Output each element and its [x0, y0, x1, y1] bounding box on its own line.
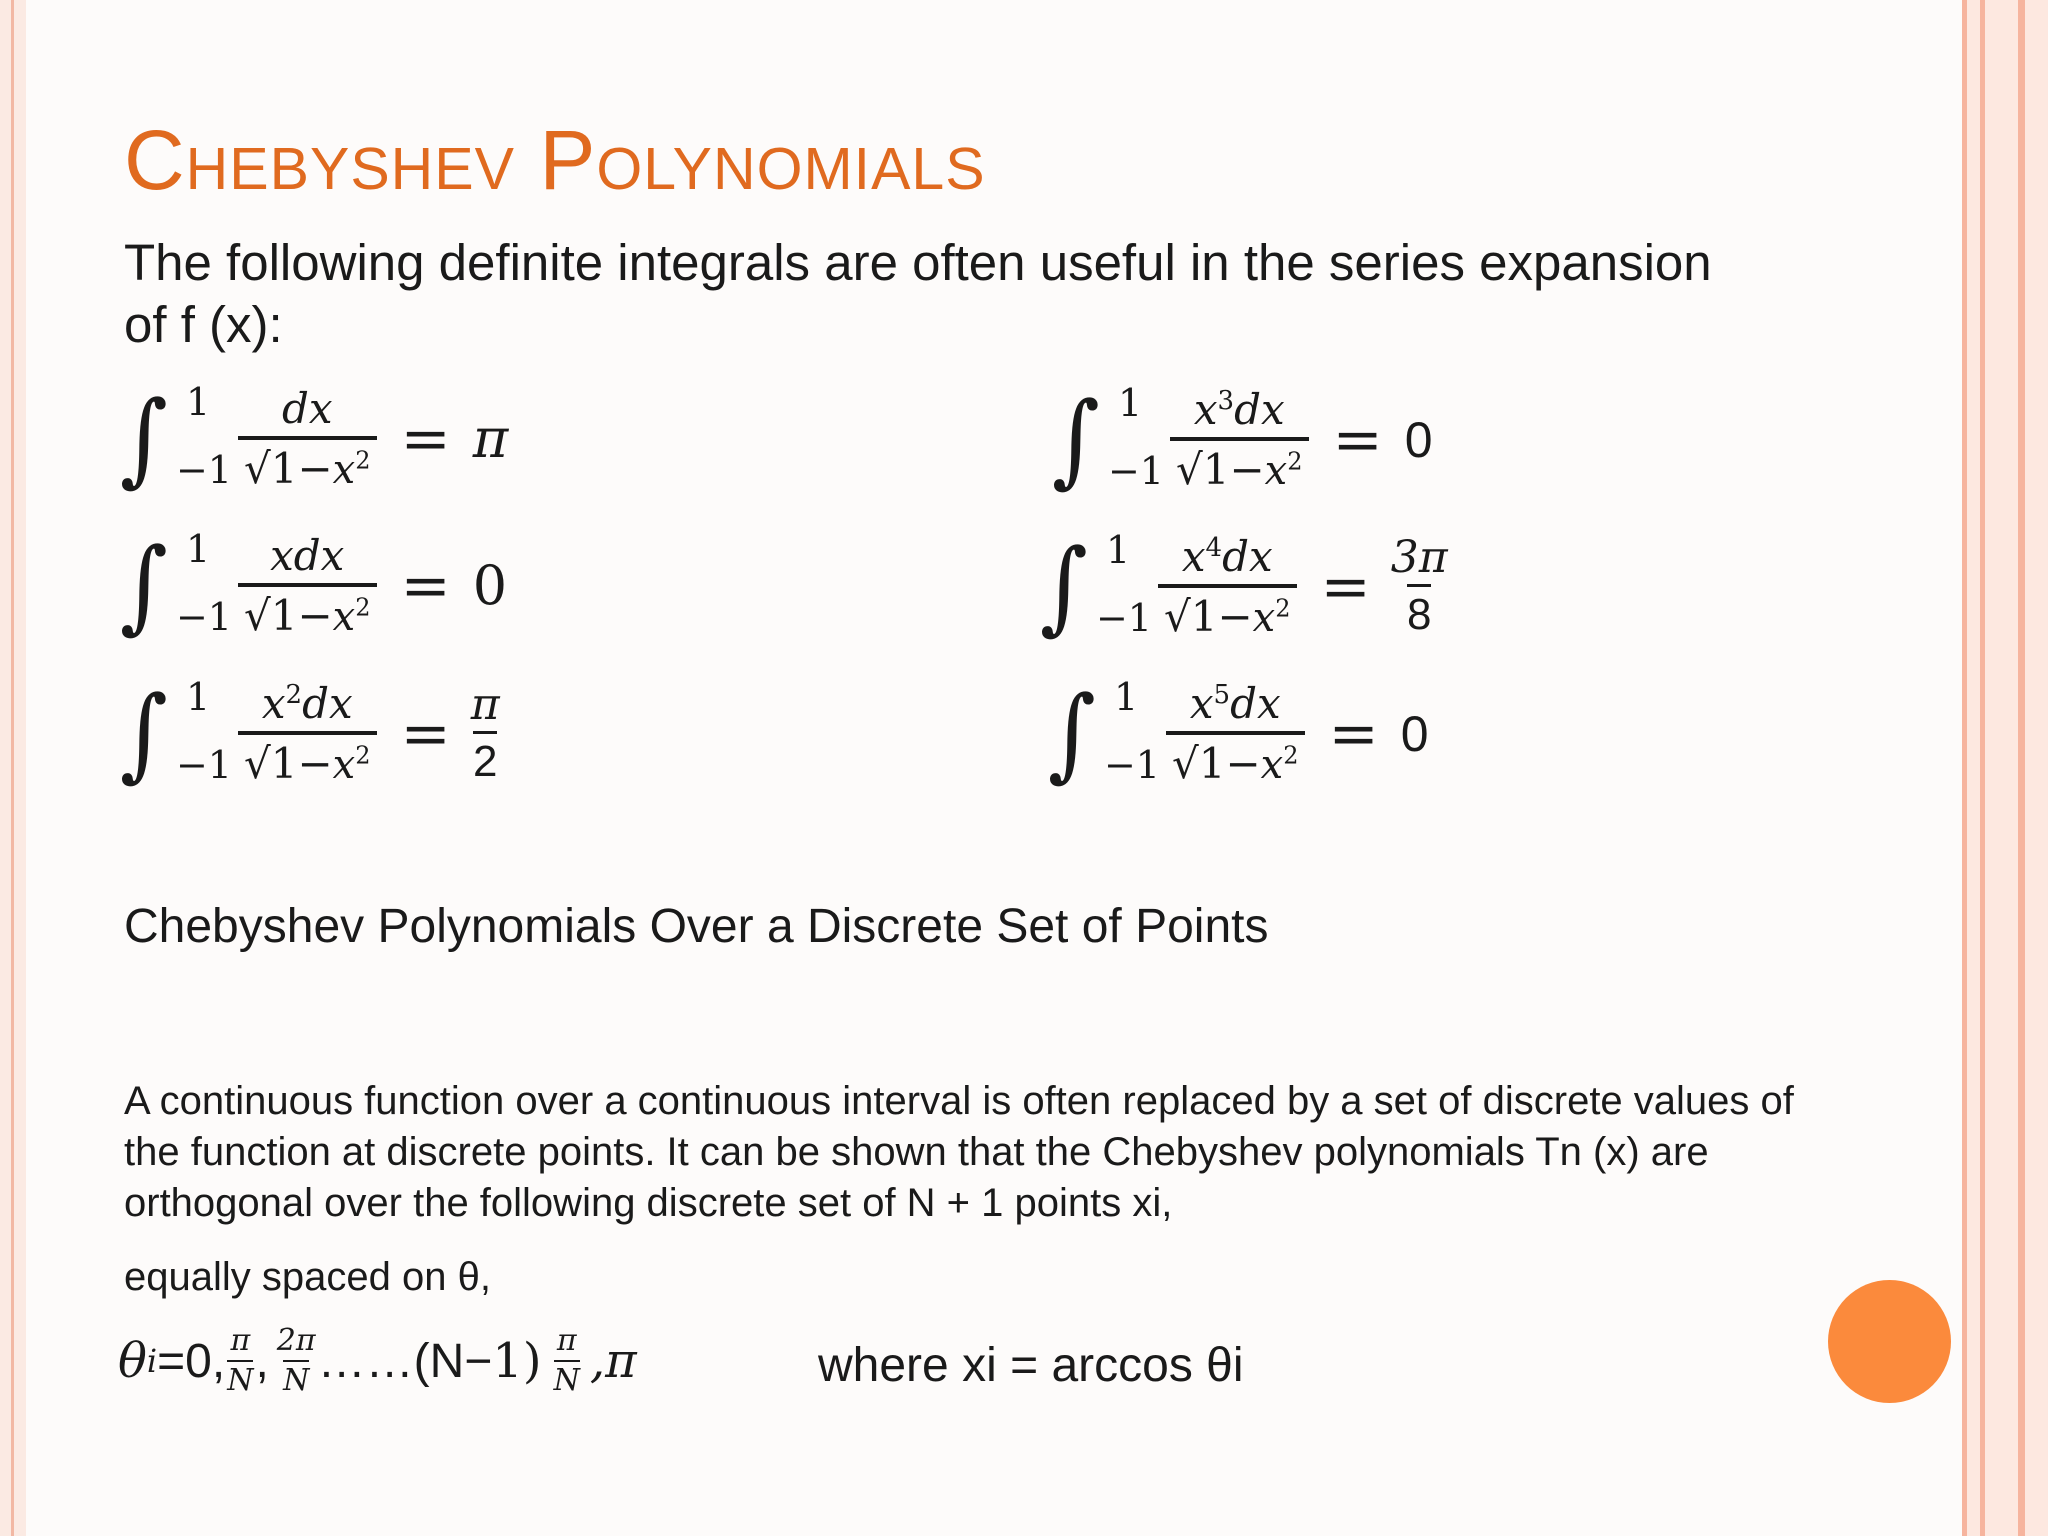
equals-sign: =: [400, 551, 451, 621]
section-subheading: Chebyshev Polynomials Over a Discrete Set of Points: [124, 900, 1269, 953]
integral-6: [1048, 674, 1429, 792]
integrand-fraction: [1170, 385, 1309, 494]
integrand-numerator: xdx: [270, 531, 345, 580]
integral-sign: ∫ 1 −1: [120, 379, 232, 498]
theta-dots: ……(N−: [317, 1334, 493, 1388]
integral-5: [1040, 527, 1450, 645]
decorative-circle: [1828, 1280, 1951, 1403]
equals-sign: =: [400, 404, 451, 474]
integrand-fraction: [238, 531, 377, 640]
integral-2: [120, 526, 508, 645]
result-fraction: $\frac{\pi}{2}$: [470, 679, 500, 786]
integral-result: 0: [1400, 705, 1429, 762]
integrand-denominator: $√1-x^2$: [238, 583, 377, 637]
integrand-fraction: [1158, 532, 1297, 641]
slide-title: Chebyshev Polynomials: [124, 113, 986, 207]
integral-sign: ∫ 1 −1: [120, 674, 232, 792]
theta-sequence: θ i =0, π N , 2π N ……(N− 1) π N ,π: [118, 1323, 637, 1398]
integral-result: 0: [472, 554, 508, 617]
theta-fraction: π N: [227, 1323, 254, 1398]
equals-sign: =: [1332, 404, 1383, 475]
integral-3: [120, 674, 502, 792]
right-border-line: [1962, 0, 1967, 1536]
right-border: [1962, 0, 2048, 1536]
integrand-numerator: $x^5dx$: [1189, 679, 1281, 728]
integrand-denominator: $√1-x^2$: [238, 436, 377, 490]
integrand-fraction: [238, 384, 377, 493]
body-paragraph-continued: equally spaced on θ,: [124, 1255, 491, 1299]
integral-sign: ∫ 1 −1: [120, 526, 232, 645]
integrand-denominator: $√1-x^2$: [1170, 437, 1309, 491]
equals-sign: =: [400, 698, 451, 769]
integral-result: π: [472, 407, 509, 470]
body-paragraph: A continuous function over a continuous interval is often replaced by a set of discrete values of the function at discrete points. It can be shown that the Chebyshev polynomials Tn (x) are orthogonal over the following discrete set of N + 1 points xi,: [124, 1079, 1794, 1225]
theta-tail: ,π: [589, 1333, 637, 1389]
integral-1: [120, 379, 509, 498]
result-fraction: $\frac{3\pi}{8}$: [1390, 532, 1448, 639]
integrand-fraction: [1166, 679, 1305, 788]
intro-text: The following definite integrals are often useful in the series expansion of f (x):: [124, 234, 1712, 353]
integrand-fraction: [238, 679, 377, 788]
integral-sign: ∫ 1 −1: [1052, 380, 1164, 498]
integral-sign: ∫ 1 −1: [1040, 527, 1152, 645]
integral-result: 0: [1404, 411, 1433, 468]
theta-symbol: θ: [118, 1333, 147, 1389]
integral-sign: ∫ 1 −1: [1048, 674, 1160, 792]
theta-equals-zero: =0,: [157, 1334, 226, 1388]
right-border-line: [1980, 0, 1985, 1536]
equals-sign: =: [1328, 698, 1379, 769]
theta-fraction: 2π N: [276, 1323, 316, 1398]
integrand-numerator: dx: [281, 384, 333, 433]
theta-subscript: i: [146, 1342, 158, 1380]
integrand-numerator: $x^3dx$: [1193, 385, 1285, 434]
left-border-line: [11, 0, 14, 1536]
equals-sign: =: [1320, 551, 1371, 622]
integrand-numerator: $x^2dx$: [261, 679, 353, 728]
integral-4: [1052, 380, 1433, 498]
integrand-denominator: $√1-x^2$: [1166, 731, 1305, 785]
theta-fraction: π N: [553, 1323, 580, 1398]
right-border-line: [2018, 0, 2025, 1536]
integrand-denominator: $√1-x^2$: [1158, 584, 1297, 638]
where-definition: where xi = arccos θi: [818, 1339, 1244, 1392]
integrand-denominator: $√1-x^2$: [238, 731, 377, 785]
integrand-numerator: $x^4dx$: [1181, 532, 1273, 581]
